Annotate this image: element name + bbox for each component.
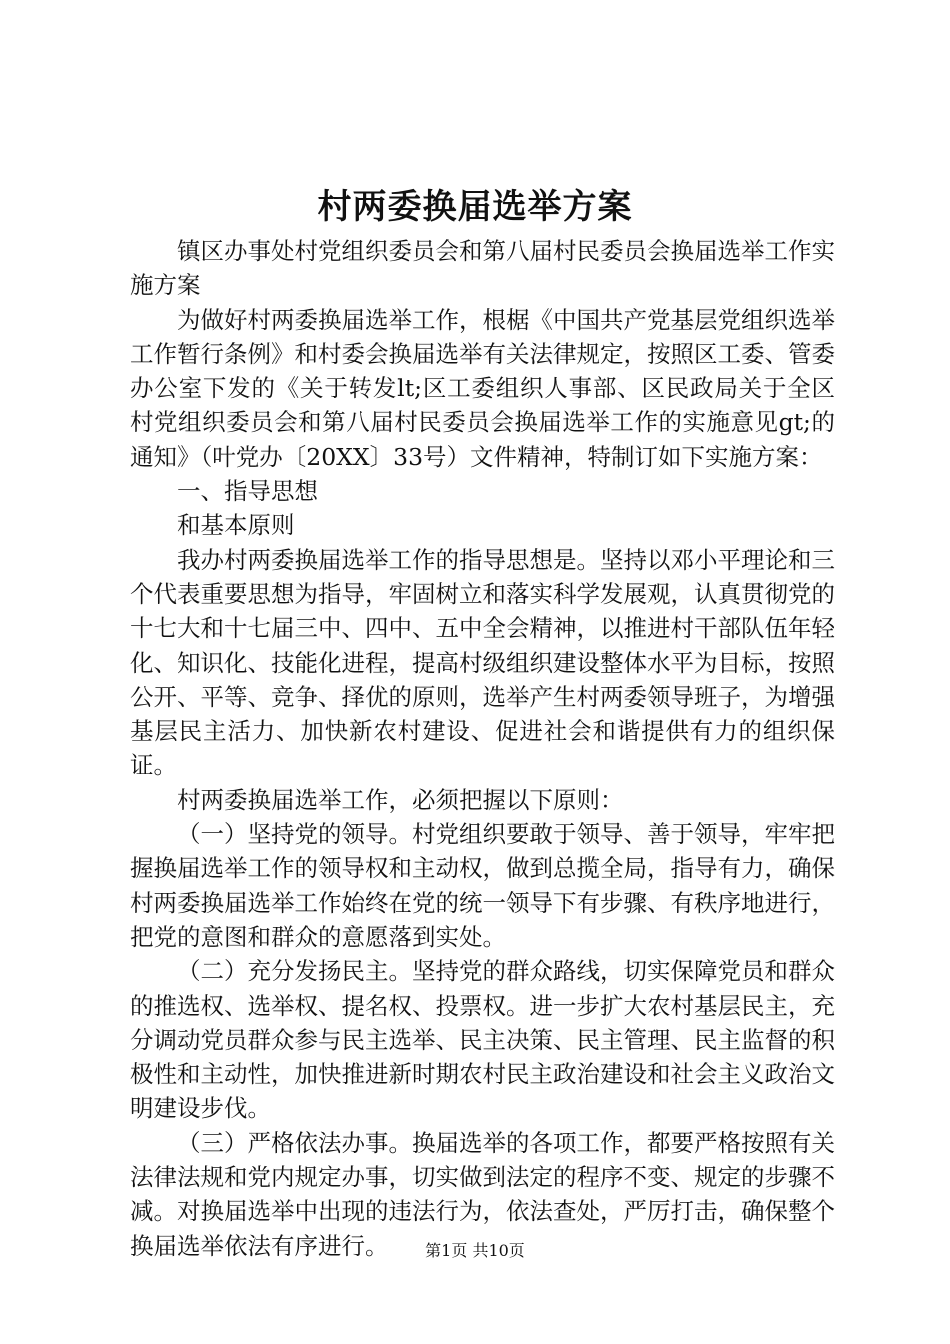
paragraph-principles-intro: 村两委换届选举工作，必须把握以下原则： <box>177 785 624 814</box>
paragraph-intro: 为做好村两委换届选举工作，根椐《中国共产党基层党组织选举工作暂行条例》和村委会换届选举有关法律规定，按照区工委、管委办公室下发的《关于转发lt;区工委组织人事部、区民政局关于全区村党组织委员会和第八届村民委员会换届选举工作的实施意见gt;的通知》（叶党办〔20XX〕33号）文件精神，特制订如下实施方案： <box>130 305 835 471</box>
paragraph-principle-2: （二）充分发扬民主。坚持党的群众路线，切实保障党员和群众的推选权、选举权、提名权、投票权。进一步扩大农村基层民主，充分调动党员群众参与民主选举、民主决策、民主管理、民主监督的积极性和主动性，加快推进新时期农村民主政治建设和社会主义政治文明建设步伐。 <box>130 957 835 1123</box>
paragraph-guiding-thought: 我办村两委换届选举工作的指导思想是。坚持以邓小平理论和三个代表重要思想为指导，牢固树立和落实科学发展观，认真贯彻党的十七大和十七届三中、四中、五中全会精神，以推进村干部队伍年轻化、知识化、技能化进程，提高村级组织建设整体水平为目标，按照公开、平等、竞争、择优的原则，选举产生村两委领导班子，为增强基层民主活力、加快新农村建设、促进社会和谐提供有力的组织保证。 <box>130 545 835 780</box>
document-title: 村两委换届选举方案 <box>317 187 633 227</box>
page-number-footer: 第1页 共10页 <box>425 1241 525 1260</box>
paragraph-principle-1: （一）坚持党的领导。村党组织要敢于领导、善于领导，牢牢把握换届选举工作的领导权和主动权，做到总揽全局，指导有力，确保村两委换届选举工作始终在党的统一领导下有步骤、有秩序地进行，把党的意图和群众的意愿落到实处。 <box>130 820 835 951</box>
paragraph-principle-3: （三）严格依法办事。换届选举的各项工作，都要严格按照有关法律法规和党内规定办事，切实做到法定的程序不变、规定的步骤不减。对换届选举中出现的违法行为，依法查处，严厉打击，确保整个换届选举依法有序进行。 <box>130 1128 835 1260</box>
section-heading: 一、指导思想 <box>177 477 318 506</box>
document-body <box>130 234 835 1263</box>
paragraph-subtitle: 镇区办事处村党组织委员会和第八届村民委员会换届选举工作实施方案 <box>130 237 835 300</box>
section-heading-continued: 和基本原则 <box>177 511 295 540</box>
